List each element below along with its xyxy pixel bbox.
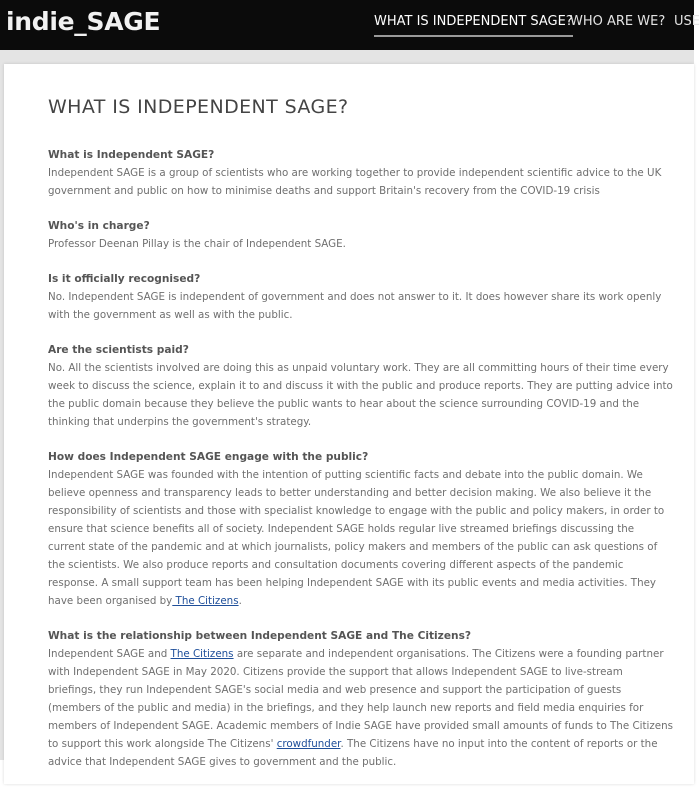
the-citizens-link[interactable]: The Citizens (170, 648, 234, 660)
faq-question: What is Independent SAGE? (48, 149, 215, 161)
faq-question: Are the scientists paid? (48, 344, 189, 356)
faq-question: What is the relationship between Independent SAGE and The Citizens? (48, 630, 472, 642)
nav-item-who-are-we[interactable]: WHO ARE WE? (570, 14, 666, 29)
crowdfunder-link[interactable]: crowdfunder (276, 738, 341, 750)
faq-question: Is it officially recognised? (48, 273, 201, 285)
faq-item (48, 341, 674, 431)
faq-item (48, 627, 674, 771)
faq-answer-text: . (238, 595, 242, 607)
faq-answer: Independent SAGE is a group of scientists who are working together to provide independent scientific advice to the UK government and public on how to minimise deaths and support Britain's recovery from the COVID-19 crisis (48, 167, 662, 197)
the-citizens-link[interactable]: The Citizens (172, 595, 239, 607)
top-navigation-bar (0, 0, 700, 50)
faq-answer-text: are separate and independent organisations. The Citizens were a founding partner with Independent SAGE in May 2020. Citizens provide the support that allows Independent SAGE to live-stream briefings, they run Independent SAGE's social media and web presence and support the participation of guests (members of the public and media) in the briefings, and they help launch new reports and field media enquiries for members of Independent SAGE. Academic members of Indie SAGE have provided small amounts of funds to The Citizens to support this work alongside The Citizens' (48, 648, 674, 750)
faq-item (48, 217, 674, 253)
page-background (0, 50, 694, 768)
faq-answer-text: Independent SAGE was founded with the intention of putting scientific facts and debate into the public domain. We believe openness and transparency leads to better understanding and better decision making. We also believe it the responsibility of scientists and those with specialist knowledge to engage with the public and policy makers, in order to ensure that science benefits all of society. Independent SAGE holds regular live streamed briefings discussing the current state of the pandemic and at which journalists, policy makers and members of the public can ask questions of the scientists. We also produce reports and consultation documents covering different aspects of the pandemic response. A small support team has been helping Independent SAGE with its public events and media activities. They have been organised by (48, 469, 665, 607)
faq-answer: No. Independent SAGE is independent of government and does not answer to it. It does however share its work openly with the government as well as with the public. (48, 291, 662, 321)
site-logo[interactable]: indie_SAGE (6, 7, 161, 36)
faq-answer (48, 466, 674, 610)
faq-item (48, 448, 674, 610)
faq-item (48, 270, 674, 324)
faq-item (48, 146, 674, 200)
faq-answer: No. All the scientists involved are doing this as unpaid voluntary work. They are all committing hours of their time every week to discuss the science, explain it to and discuss it with the public and produce reports. They are putting advice into the public domain because they believe the public wants to hear about the science surrounding COVID-19 and the thinking that underpins the government's strategy. (48, 362, 673, 428)
content-card (4, 64, 694, 784)
faq-question: How does Independent SAGE engage with the public? (48, 451, 369, 463)
faq-list (48, 146, 674, 788)
faq-answer: Professor Deenan Pillay is the chair of Independent SAGE. (48, 238, 346, 250)
nav-item-what-is-independent-sage[interactable]: WHAT IS INDEPENDENT SAGE? (374, 14, 573, 29)
faq-answer-text: Independent SAGE and (48, 648, 171, 660)
faq-answer (48, 645, 674, 771)
nav-item-use[interactable]: USE (674, 14, 700, 29)
faq-question: Who's in charge? (48, 220, 150, 232)
page-title: WHAT IS INDEPENDENT SAGE? (48, 96, 349, 118)
faq-answer-text: . The Citizens have no input into the content of reports or the advice that Independent SAGE gives to government and the public. (48, 738, 658, 768)
